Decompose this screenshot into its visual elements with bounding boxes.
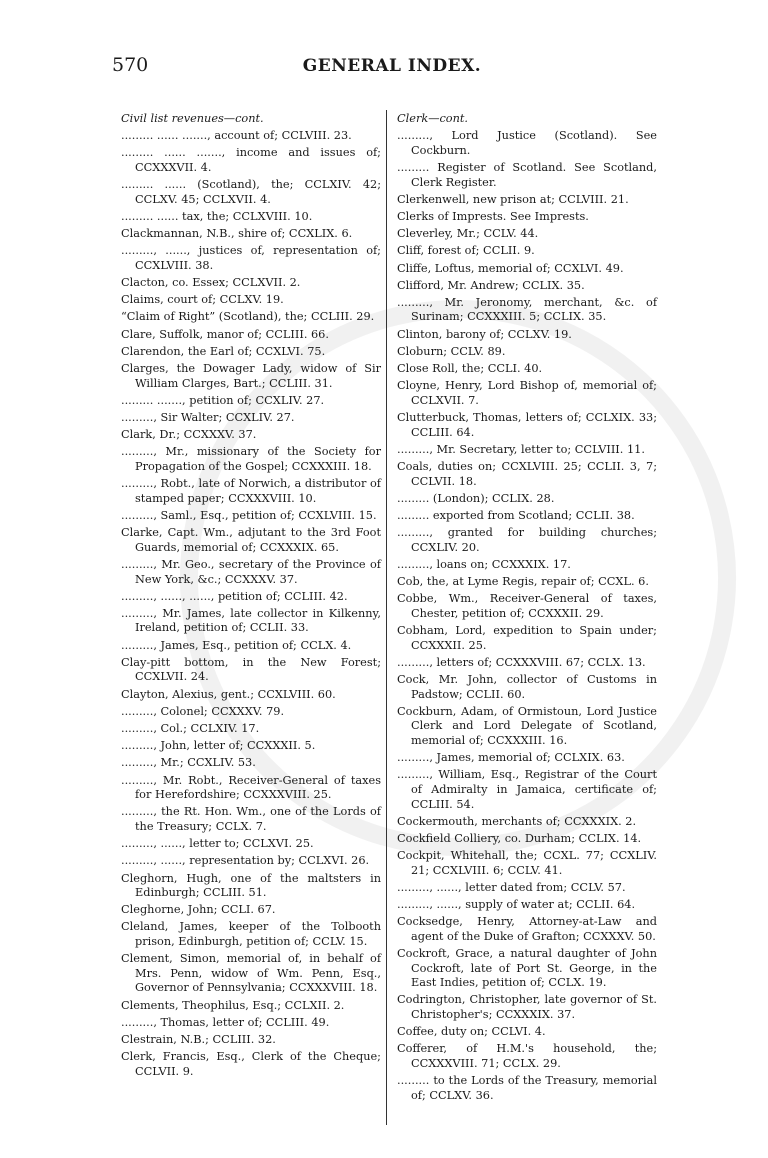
index-entry: Cloburn; CCLV. 89. xyxy=(397,344,506,358)
index-entry: ......... Register of Scotland. See Scotland, Clerk Register. xyxy=(397,160,657,189)
index-entry: Clayton, Alexius, gent.; CCXLVIII. 60. xyxy=(121,687,336,701)
index-entry: ........., Mr. Geo., secretary of the Province of New York, &c.; CCXXXV. 37. xyxy=(121,557,381,586)
index-entry: Clinton, barony of; CCLXV. 19. xyxy=(397,327,572,341)
index-entry: ........., Saml., Esq., petition of; CCXLVIII. 15. xyxy=(121,508,377,522)
page-header xyxy=(112,54,672,82)
index-entry: Cleverley, Mr.; CCLV. 44. xyxy=(397,227,539,241)
index-entry: Clackmannan, N.B., shire of; CCXLIX. 6. xyxy=(121,227,353,241)
index-entry: ........., ......, supply of water at; CCLII. 64. xyxy=(397,898,636,912)
index-entry: Close Roll, the; CCLI. 40. xyxy=(397,362,543,376)
left-column xyxy=(121,112,381,1082)
index-entry: ......... (London); CCLIX. 28. xyxy=(397,491,555,505)
index-entry: Clark, Dr.; CCXXXV. 37. xyxy=(121,428,257,442)
running-title: GENERAL INDEX. xyxy=(302,56,482,76)
index-entry: ........., James, Esq., petition of; CCLX. 4. xyxy=(121,638,352,652)
index-entry: ........., Colonel; CCXXXV. 79. xyxy=(121,704,285,718)
index-entry: Clement, Simon, memorial of, in behalf of Mrs. Penn, widow of Wm. Penn, Esq., Governor of Pennsylvania; CCXXXVIII. 18. xyxy=(121,952,381,995)
index-entry: Cleghorne, John; CCLI. 67. xyxy=(121,903,276,917)
index-entry: Civil list revenues—cont. xyxy=(121,112,264,125)
index-entry: ........., James, memorial of; CCLXIX. 63. xyxy=(397,751,625,765)
index-entry: ........., Col.; CCLXIV. 17. xyxy=(121,722,260,735)
index-entry: ........., William, Esq., Registrar of the Court of Admiralty in Jamaica, certificate of; CCLIII. 54. xyxy=(397,768,657,811)
index-entry: ........., Mr. Secretary, letter to; CCLVIII. 11. xyxy=(397,442,645,456)
column-divider xyxy=(386,110,387,1125)
index-entry: ........., Robt., late of Norwich, a distributor of stamped paper; CCXXXVIII. 10. xyxy=(121,477,381,505)
index-entry: ........., loans on; CCXXXIX. 17. xyxy=(397,557,571,571)
index-entry: ........., Mr. Jeronomy, merchant, &c. of Surinam; CCXXXIII. 5; CCLIX. 35. xyxy=(397,295,657,324)
index-entry: Cocksedge, Henry, Attorney-at-Law and agent of the Duke of Grafton; CCXXXV. 50. xyxy=(397,915,657,943)
index-entry: Clacton, co. Essex; CCLXVII. 2. xyxy=(121,276,301,290)
index-entry: ........., ......, letter dated from; CCLV. 57. xyxy=(397,880,626,894)
index-entry: Cockpit, Whitehall, the; CCXL. 77; CCXLIV. 21; CCXLVIII. 6; CCLV. 41. xyxy=(397,849,657,877)
index-entry: ........., granted for building churches; CCXLIV. 20. xyxy=(397,526,657,554)
index-entry: ........., ......, letter to; CCLXVI. 25. xyxy=(121,837,314,851)
index-entry: Codrington, Christopher, late governor of St. Christopher's; CCXXXIX. 37. xyxy=(397,993,657,1022)
index-entry: Clerks of Imprests. See Imprests. xyxy=(397,209,589,223)
page-number: 570 xyxy=(112,54,149,76)
index-entry: Cliff, forest of; CCLII. 9. xyxy=(397,244,535,258)
index-entry: Cockburn, Adam, of Ormistoun, Lord Justice Clerk and Lord Delegate of Scotland, memorial of; CCXXXIII. 16. xyxy=(397,704,657,747)
right-column xyxy=(397,112,657,1106)
index-entry: ........., John, letter of; CCXXXII. 5. xyxy=(121,739,316,753)
index-entry: Cockroft, Grace, a natural daughter of John Cockroft, late of Port St. George, in the East Indies, petition of; CCLX. 19. xyxy=(397,947,657,990)
index-entry: Clutterbuck, Thomas, letters of; CCLXIX. 33; CCLIII. 64. xyxy=(397,411,657,439)
index-entry: Clerk, Francis, Esq., Clerk of the Cheque; CCLVII. 9. xyxy=(121,1050,381,1078)
index-entry: Cobham, Lord, expedition to Spain under; CCXXXII. 25. xyxy=(397,624,657,652)
index-entry: Clements, Theophilus, Esq.; CCLXII. 2. xyxy=(121,998,345,1012)
index-entry: ........., Lord Justice (Scotland). See Cockburn. xyxy=(397,129,657,157)
index-entry: Clarke, Capt. Wm., adjutant to the 3rd Foot Guards, memorial of; CCXXXIX. 65. xyxy=(121,526,381,554)
index-entry: Cleland, James, keeper of the Tolbooth prison, Edinburgh, petition of; CCLV. 15. xyxy=(121,920,381,949)
index-entry: ......... ...... ......., account of; CCLVIII. 23. xyxy=(121,129,352,143)
index-entry: ........., ......, justices of, representation of; CCXLVIII. 38. xyxy=(121,244,381,272)
index-entry: ........., Mr. James, late collector in Kilkenny, Ireland, petition of; CCLII. 33. xyxy=(121,606,381,635)
index-entry: Cob, the, at Lyme Regis, repair of; CCXL. 6. xyxy=(397,575,649,589)
index-entry: ......... exported from Scotland; CCLII. 38. xyxy=(397,508,635,522)
index-entry: ......... ......., petition of; CCXLIV. 27. xyxy=(121,393,325,407)
index-entry: Cockermouth, merchants of; CCXXXIX. 2. xyxy=(397,814,637,828)
index-entry: Cock, Mr. John, collector of Customs in Padstow; CCLII. 60. xyxy=(397,673,657,701)
index-entry: Claims, court of; CCLXV. 19. xyxy=(121,293,284,307)
index-entry: ........., ......, ......, petition of; CCLIII. 42. xyxy=(121,589,348,603)
index-entry: “Claim of Right” (Scotland), the; CCLIII. 29. xyxy=(121,310,375,324)
index-entry: Clarendon, the Earl of; CCXLVI. 75. xyxy=(121,344,326,358)
index-entry: Clarges, the Dowager Lady, widow of Sir William Clarges, Bart.; CCLIII. 31. xyxy=(121,362,381,390)
index-entry: Clay-pitt bottom, in the New Forest; CCXLVII. 24. xyxy=(121,655,381,684)
index-entry: ........., letters of; CCXXXVIII. 67; CCLX. 13. xyxy=(397,655,646,669)
index-entry: Clerk—cont. xyxy=(397,112,469,125)
index-entry: Clestrain, N.B.; CCLIII. 32. xyxy=(121,1033,276,1046)
index-entry: Clerkenwell, new prison at; CCLVIII. 21. xyxy=(397,192,629,206)
index-entry: Cleghorn, Hugh, one of the maltsters in Edinburgh; CCLIII. 51. xyxy=(121,871,381,900)
index-entry: ........., Sir Walter; CCXLIV. 27. xyxy=(121,411,295,424)
index-entry: Clifford, Mr. Andrew; CCLIX. 35. xyxy=(397,278,585,292)
index-entry: Cockfield Colliery, co. Durham; CCLIX. 14. xyxy=(397,831,642,845)
index-entry: ........., Mr., missionary of the Society for Propagation of the Gospel; CCXXXIII. 18. xyxy=(121,445,381,473)
index-entry: ......... ...... (Scotland), the; CCLXIV. 42; CCLXV. 45; CCLXVII. 4. xyxy=(121,178,381,206)
index-entry: ........., the Rt. Hon. Wm., one of the Lords of the Treasury; CCLX. 7. xyxy=(121,805,381,833)
index-entry: Cloyne, Henry, Lord Bishop of, memorial of; CCLXVII. 7. xyxy=(397,379,657,407)
index-entry: Cofferer, of H.M.'s household, the; CCXXXVIII. 71; CCLX. 29. xyxy=(397,1042,657,1070)
index-entry: ........., Mr. Robt., Receiver-General of taxes for Herefordshire; CCXXXVIII. 25. xyxy=(121,773,381,802)
index-entry: ......... ...... ......., income and issues of; CCXXXVII. 4. xyxy=(121,146,381,174)
index-entry: ......... ...... tax, the; CCLXVIII. 10. xyxy=(121,209,313,223)
index-entry: ......... to the Lords of the Treasury, memorial of; CCLXV. 36. xyxy=(397,1074,657,1102)
index-entry: Clare, Suffolk, manor of; CCLIII. 66. xyxy=(121,327,329,341)
index-entry: ........., ......, representation by; CCLXVI. 26. xyxy=(121,854,370,868)
index-entry: Cobbe, Wm., Receiver-General of taxes, Chester, petition of; CCXXXII. 29. xyxy=(397,592,657,620)
index-entry: ........., Mr.; CCXLIV. 53. xyxy=(121,756,256,770)
index-entry: Coals, duties on; CCXLVIII. 25; CCLII. 3, 7; CCLVII. 18. xyxy=(397,459,657,488)
index-entry: Coffee, duty on; CCLVI. 4. xyxy=(397,1025,546,1039)
index-entry: Cliffe, Loftus, memorial of; CCXLVI. 49. xyxy=(397,261,624,275)
index-entry: ........., Thomas, letter of; CCLIII. 49. xyxy=(121,1015,330,1029)
